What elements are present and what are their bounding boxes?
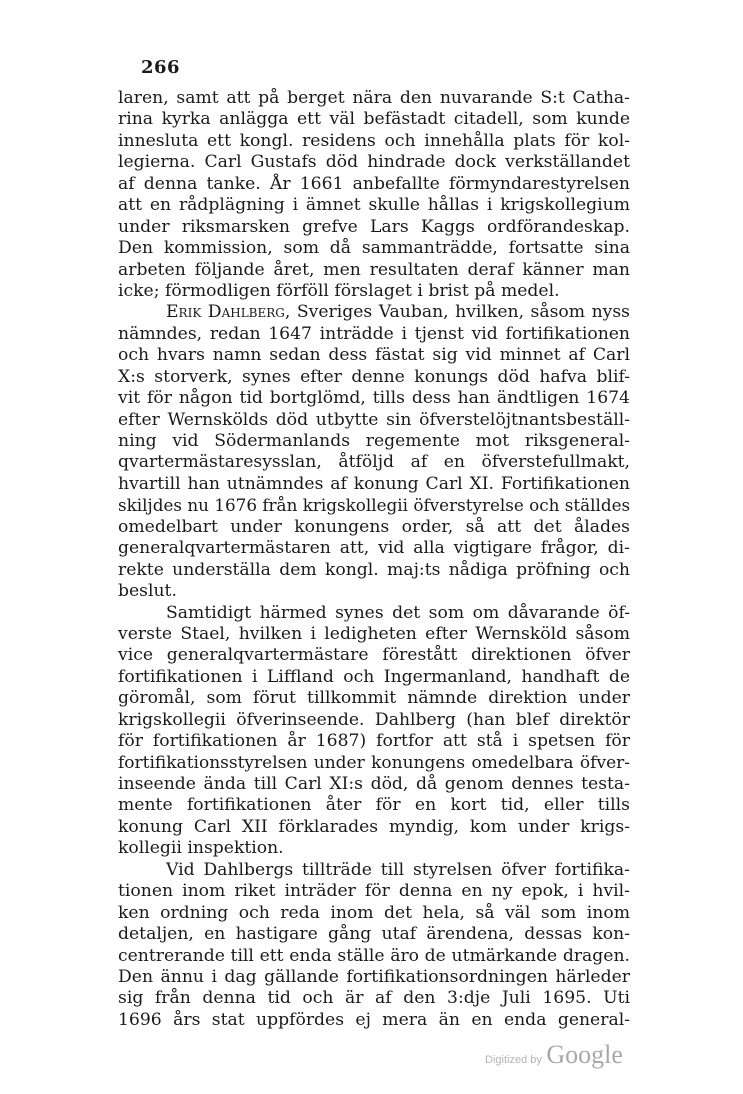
text-line (118, 517, 630, 538)
line-text: under riksmarsken grefve Lars Kaggs ordförandeskap. (118, 216, 630, 237)
text-line (118, 795, 630, 816)
line-text: mente fortifikationen åter för en kort tid, eller tills (118, 795, 630, 816)
text-line (118, 603, 630, 624)
text-line (118, 624, 630, 645)
line-text: rekte underställa dem kongl. maj:ts nådiga pröfning och (118, 559, 630, 580)
line-text: rina kyrka anlägga ett väl befästadt citadell, som kunde (118, 109, 630, 130)
line-text: fortifikationsstyrelsen under konungens omedelbara öfver- (118, 752, 630, 773)
text-line (118, 431, 630, 452)
text-line (118, 560, 630, 581)
text-line (118, 174, 630, 195)
line-text: göromål, som förut tillkommit nämnde direktion under (118, 688, 630, 709)
text-line (118, 710, 630, 731)
text-line (118, 881, 630, 902)
line-text: innesluta ett kongl. residens och innehålla plats för kol- (118, 130, 630, 151)
line-text: sig från denna tid och är af den 3:dje Juli 1695. Uti (118, 988, 630, 1009)
line-text: detaljen, en hastigare gång utaf ärendena, dessas kon- (118, 924, 630, 945)
text-line (118, 967, 630, 988)
google-wordmark: Google (546, 1040, 623, 1069)
text-line (118, 667, 630, 688)
text-line (118, 903, 630, 924)
text-line (118, 924, 630, 945)
text-line (118, 474, 630, 495)
text-line (118, 217, 630, 238)
text-line (118, 302, 630, 323)
text-line (118, 260, 630, 281)
line-text: laren, samt att på berget nära den nuvarande S:t Catha- (118, 88, 630, 108)
line-text: X:s storverk, synes efter denne konungs död hafva blif- (118, 366, 630, 387)
text-line (118, 946, 630, 967)
line-text: fortifikationen i Liffland och Ingermanland, handhaft de (118, 666, 630, 687)
line-text: centrerande till ett enda ställe äro de utmärkande dragen. (118, 945, 630, 966)
text-line (118, 195, 630, 216)
line-text: för fortifikationen år 1687) fortfor att stå i spetsen för (118, 731, 630, 752)
text-line (118, 731, 630, 752)
line-text: qvartermästaresysslan, åtföljd af en öfverstefullmakt, (118, 452, 630, 473)
text-line (118, 860, 630, 881)
text-line (118, 410, 630, 431)
line-text: kollegii inspektion. (118, 838, 284, 859)
line-text: verste Stael, hvilken i ledigheten efter Wernsköld såsom (118, 623, 630, 644)
line-text: hvartill han utnämndes af konung Carl XI. Fortifikationen (118, 473, 630, 494)
line-text: att en rådplägning i ämnet skulle hållas i krigskollegium (118, 195, 630, 216)
line-text: efter Wernskölds död utbytte sin öfverstelöjtnantsbeställ- (118, 409, 630, 430)
line-text: vice generalqvartermästare förestått direktionen öfver (118, 645, 630, 666)
line-text: generalqvartermästaren att, vid alla vigtigare frågor, di- (118, 538, 630, 559)
text-line (118, 581, 630, 602)
text-line (118, 452, 630, 473)
watermark-prefix: Digitized by (485, 1054, 542, 1066)
digitization-watermark (485, 1040, 623, 1070)
small-caps-name: Erik Dahlberg, (166, 302, 291, 323)
text-line (118, 495, 630, 516)
line-text: och hvars namn sedan dess fästat sig vid minnet af Carl (118, 345, 630, 366)
line-text: tionen inom riket inträder för denna en ny epok, i hvil- (118, 881, 630, 902)
text-line (118, 388, 630, 409)
page-number: 266 (141, 57, 181, 78)
line-text: icke; förmodligen förföll förslaget i brist på medel. (118, 280, 560, 301)
text-line (118, 109, 630, 130)
line-text: Den kommission, som då sammanträdde, fortsatte sina (118, 238, 630, 259)
line-text: Samtidigt härmed synes det som om dåvarande öf- (166, 602, 630, 623)
line-text: konung Carl XII förklarades myndig, kom under krigs- (118, 816, 630, 837)
text-line (118, 324, 630, 345)
line-text: legierna. Carl Gustafs död hindrade dock verkställandet (118, 152, 630, 173)
line-text: ken ordning och reda inom det hela, så väl som inom (118, 902, 630, 923)
body-text (118, 88, 630, 1031)
line-text: nämndes, redan 1647 inträdde i tjenst vid fortifikationen (118, 323, 630, 344)
line-text: af denna tanke. År 1661 anbefallte förmyndarestyrelsen (118, 173, 630, 194)
text-line (118, 774, 630, 795)
text-line (118, 645, 630, 666)
line-text: 1696 års stat uppfördes ej mera än en enda general- (118, 1009, 630, 1030)
line-text: beslut. (118, 581, 177, 602)
line-text: Sveriges Vauban, hvilken, såsom nyss (290, 302, 630, 323)
line-text: omedelbart under konungens order, så att det ålades (118, 516, 630, 537)
line-text: skiljdes nu 1676 från krigskollegii öfverstyrelse och ställdes (118, 495, 631, 516)
text-line (118, 367, 630, 388)
text-line (118, 131, 630, 152)
line-text: Den ännu i dag gällande fortifikationsordningen härleder (118, 966, 630, 987)
text-line (118, 345, 630, 366)
line-text: krigskollegii öfverinseende. Dahlberg (han blef direktör (118, 709, 630, 730)
text-line (118, 838, 630, 859)
line-text: arbeten följande året, men resultaten deraf känner man (118, 259, 630, 280)
text-line (118, 88, 630, 109)
text-line (118, 753, 630, 774)
text-line (118, 688, 630, 709)
text-line (118, 817, 630, 838)
text-line (118, 988, 630, 1009)
text-line (118, 281, 630, 302)
text-line (118, 152, 630, 173)
line-text: vit för någon tid bortglömd, tills dess han ändtligen 1674 (118, 388, 630, 409)
text-line (118, 538, 630, 559)
line-text: ning vid Södermanlands regemente mot riksgeneral- (118, 431, 630, 451)
line-text: inseende ända till Carl XI:s död, då genom dennes testa- (118, 774, 630, 794)
text-line (118, 238, 630, 259)
line-text: Vid Dahlbergs tillträde till styrelsen öfver fortifika- (166, 859, 630, 880)
text-line (118, 1010, 630, 1031)
